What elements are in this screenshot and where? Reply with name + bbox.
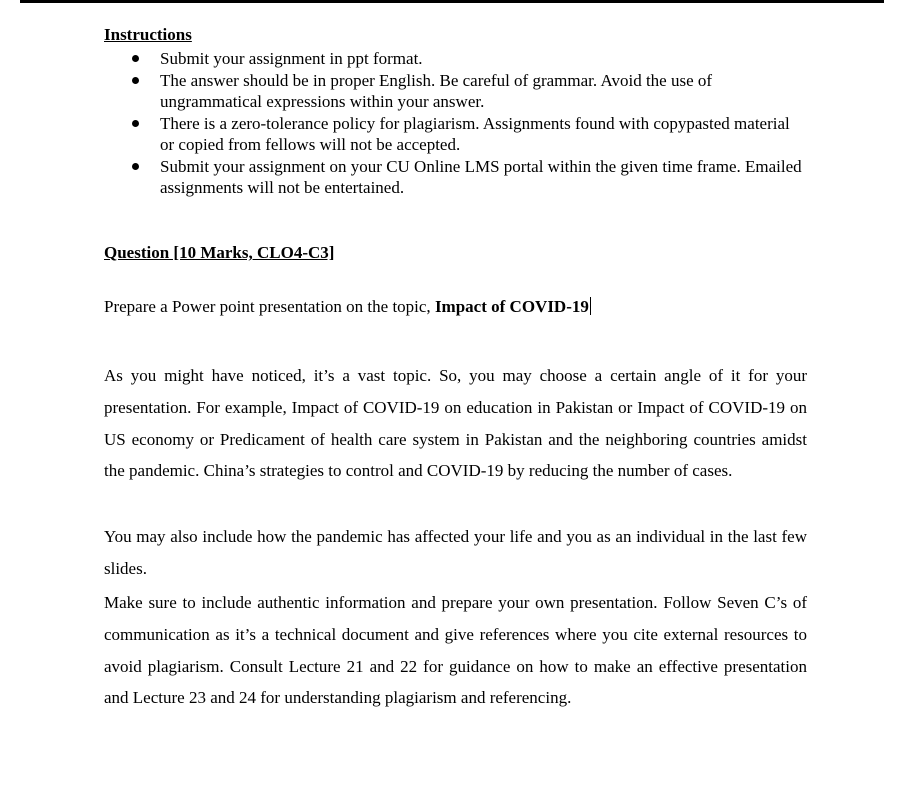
instruction-text: Submit your assignment in ppt format. bbox=[160, 49, 423, 68]
bullet-icon bbox=[132, 120, 139, 127]
text-cursor bbox=[590, 297, 591, 315]
body-paragraph-angle: As you might have noticed, it’s a vast topic. So, you may choose a certain angle of it for your presentation. For example, Impact of COVID-19 on education in Pakistan or Impact of COVID-19 on US economy or Predicament of health care system in Pakistan and the neighboring countries amidst the pandemic. China’s strategies to control and COVID-19 by reducing the number of cases. bbox=[104, 366, 807, 481]
instructions-heading: Instructions bbox=[104, 25, 192, 44]
instruction-item-submission bbox=[104, 156, 804, 199]
instruction-text: The answer should be in proper English. Be careful of grammar. Avoid the use of ungrammatical expressions within your answer. bbox=[160, 70, 713, 111]
body-paragraph-guidance: Make sure to include authentic information and prepare your own presentation. Follow Seven C’s of communication as it’s a technical document and give references where you cite external resources to avoid plagiarism. Consult Lecture 21 and 22 for guidance on how to make an effective presentation and Lecture 23 and 24 for understanding plagiarism and referencing. bbox=[104, 593, 807, 708]
instruction-item-grammar bbox=[104, 70, 804, 113]
bullet-icon bbox=[132, 55, 139, 62]
instruction-text: Submit your assignment on your CU Online LMS portal within the given time frame. Emailed assignments will not be entertained. bbox=[160, 156, 802, 197]
question-prompt bbox=[104, 297, 591, 317]
bullet-icon bbox=[132, 163, 139, 170]
question-prompt-text: Prepare a Power point presentation on the topic, bbox=[104, 297, 435, 316]
question-heading: Question [10 Marks, CLO4-C3] bbox=[104, 243, 335, 262]
instructions-list bbox=[104, 48, 804, 199]
body-paragraph-personal: You may also include how the pandemic has affected your life and you as an individual in the last few slides. bbox=[104, 527, 807, 578]
bullet-icon bbox=[132, 77, 139, 84]
instruction-item-plagiarism bbox=[104, 113, 804, 156]
instruction-item-format bbox=[104, 48, 804, 70]
page-top-border bbox=[20, 0, 884, 3]
question-topic: Impact of COVID-19 bbox=[434, 297, 589, 316]
instruction-text: There is a zero-tolerance policy for plagiarism. Assignments found with copypasted material or copied from fellows will not be accepted. bbox=[160, 113, 790, 154]
